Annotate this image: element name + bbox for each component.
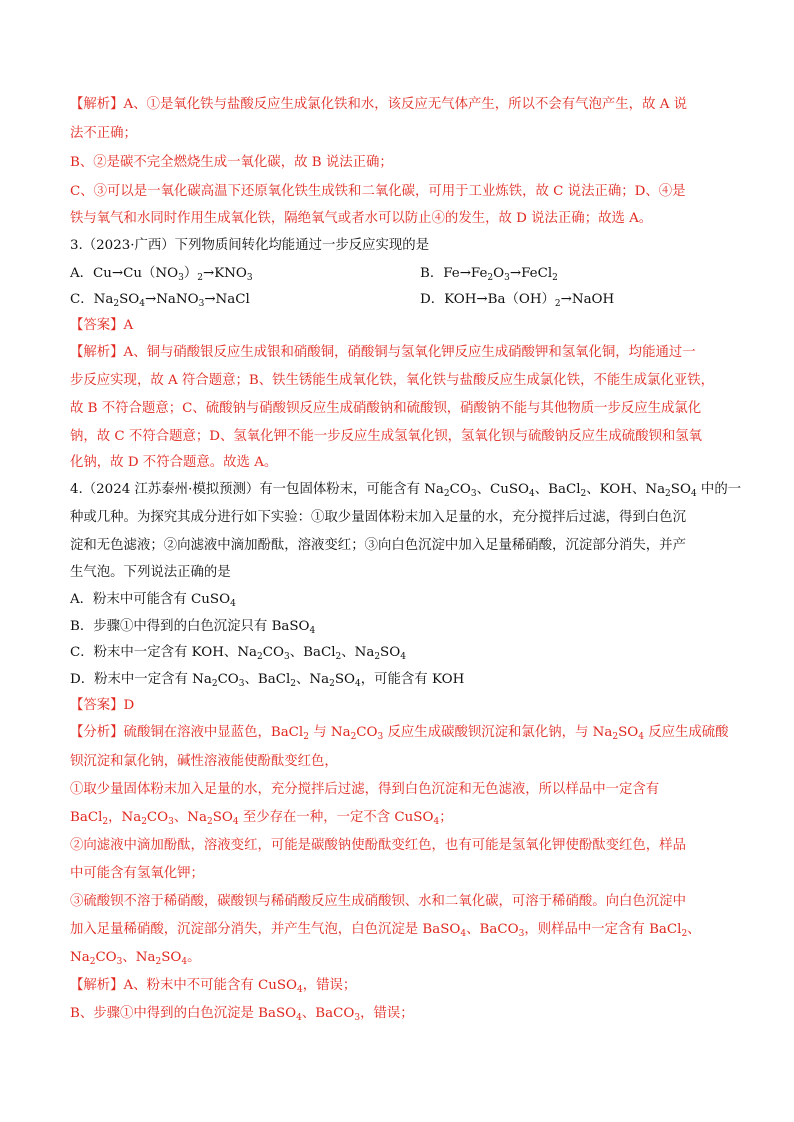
option-column-2: D．$KOH\to Ba(OH)_2\to NaOH$ (420, 292, 615, 309)
text-line: 铁与氧气和水同时作用生成氧化铁，隔绝氧气或者水可以防止④的发生，故 D 说法正确；故选 A。 (70, 211, 653, 226)
text-line: 钡沉淀和氯化钠，碱性溶液能使酚酞变红色， (70, 754, 338, 769)
text-line: 加入足量稀硝酸，沉淀部分消失，并产生气泡，白色沉淀是 BaSO$_4$、BaCO$_3$，则样品中一定含有 BaCl$_2$、 (70, 922, 701, 939)
text-line: 【分析】硫酸铜在溶液中显蓝色，BaCl$_2$ 与 $Na_2CO_3$ 反应生成碳酸钡沉淀和氯化钠，与 $Na_2SO_4$ 反应生成硫酸 (70, 725, 729, 742)
text-line: B．步骤①中得到的白色沉淀只有 BaSO$_4$ (70, 619, 316, 636)
text-line: 【解析】A、①是氧化铁与盐酸反应生成氯化铁和水，该反应无气体产生，所以不会有气泡产生，故 A 说 (70, 97, 688, 112)
text-line: 步反应实现，故 A 符合题意；B、铁生锈能生成氧化铁，氧化铁与盐酸反应生成氯化铁，不能生成氯化亚铁， (70, 373, 714, 388)
text-line: 淀和无色滤液；②向滤液中滴加酚酞，溶液变红；③向白色沉淀中加入足量稀硝酸，沉淀部分消失，并产 (70, 538, 686, 553)
text-line: 故 B 不符合题意；C、硫酸钠与硝酸钡反应生成硝酸钠和硫酸钡，硝酸钠不能与其他物质一步反应生成氯化 (70, 401, 702, 416)
text-line: 3.（2023·广西）下列物质间转化均能通过一步反应实现的是 (70, 238, 430, 253)
text-line: 【解析】A、粉末中不可能含有 CuSO$_4$，错误； (70, 978, 357, 995)
text-line: D．粉末中一定含有 $Na_2CO_3$、BaCl$_2$、$Na_2SO_4$，可能含有 KOH (70, 672, 465, 689)
text-line: A．粉末中可能含有 CuSO$_4$ (70, 592, 236, 609)
text-line: ③硫酸钡不溶于稀硝酸，碳酸钡与稀硝酸反应生成硝酸钡、水和二氧化碳，可溶于稀硝酸。向白色沉淀中 (70, 894, 686, 909)
text-line: 法不正确； (70, 126, 137, 141)
text-line: A．$Cu\to Cu(NO_3)_2\to KNO_3$ B．$Fe\to Fe_2O_3\to FeCl_2$ (70, 266, 558, 283)
text-line: 【解析】A、铜与硝酸银反应生成银和硝酸铜，硝酸铜与氢氧化钾反应生成硝酸钾和氢氧化铜，均能通过一 (70, 345, 696, 360)
text-line: C．$Na_2SO_4\to NaNO_3\to NaCl$ D．$KOH\to Ba(OH)_2\to NaOH$ (70, 292, 615, 309)
text-line: 种或几种。为探究其成分进行如下实验：①取少量固体粉末加入足量的水，充分搅拌后过滤，得到白色沉 (70, 510, 686, 525)
text-line: 4.（2024 江苏泰州·模拟预测）有一包固体粉末，可能含有 $Na_2CO_3$、CuSO$_4$、BaCl$_2$、KOH、$Na_2SO_4$ 中的一 (70, 482, 742, 499)
text-line: 【答案】A (70, 318, 134, 333)
text-line: 化钠，故 D 不符合题意。故选 A。 (70, 455, 278, 470)
text-line: 【答案】D (70, 698, 135, 713)
text-line: ①取少量固体粉末加入足量的水，充分搅拌后过滤，得到白色沉淀和无色滤液，所以样品中一定含有 (70, 782, 660, 797)
text-line: B、②是碳不完全燃烧生成一氧化碳，故 B 说法正确； (70, 155, 393, 170)
text-line: C．粉末中一定含有 KOH、$Na_2CO_3$、BaCl$_2$、$Na_2SO_4$ (70, 645, 406, 662)
text-line: 生气泡。下列说法正确的是 (70, 565, 231, 580)
text-line: 钠，故 C 不符合题意；D、氢氧化钾不能一步反应生成氢氧化钡，氢氧化钡与硫酸钠反应生成硫酸钡和氢氧 (70, 429, 703, 444)
text-line: 中可能含有氢氧化钾； (70, 866, 204, 881)
text-line: BaCl$_2$，$Na_2CO_3$、$Na_2SO_4$ 至少存在一种，一定不含 CuSO$_4$； (70, 810, 453, 827)
text-line: $Na_2CO_3$、$Na_2SO_4$。 (70, 950, 201, 967)
option-column-2: B．$Fe\to Fe_2O_3\to FeCl_2$ (420, 266, 558, 283)
text-line: B、步骤①中得到的白色沉淀是 BaSO$_4$、BaCO$_3$，错误； (70, 1006, 414, 1023)
text-line: C、③可以是一氧化碳高温下还原氧化铁生成铁和二氧化碳，可用于工业炼铁，故 C 说法正确；D、④是 (70, 184, 686, 199)
text-line: ②向滤液中滴加酚酞，溶液变红，可能是碳酸钠使酚酞变红色，也有可能是氢氧化钾使酚酞变红色，样品 (70, 838, 686, 853)
